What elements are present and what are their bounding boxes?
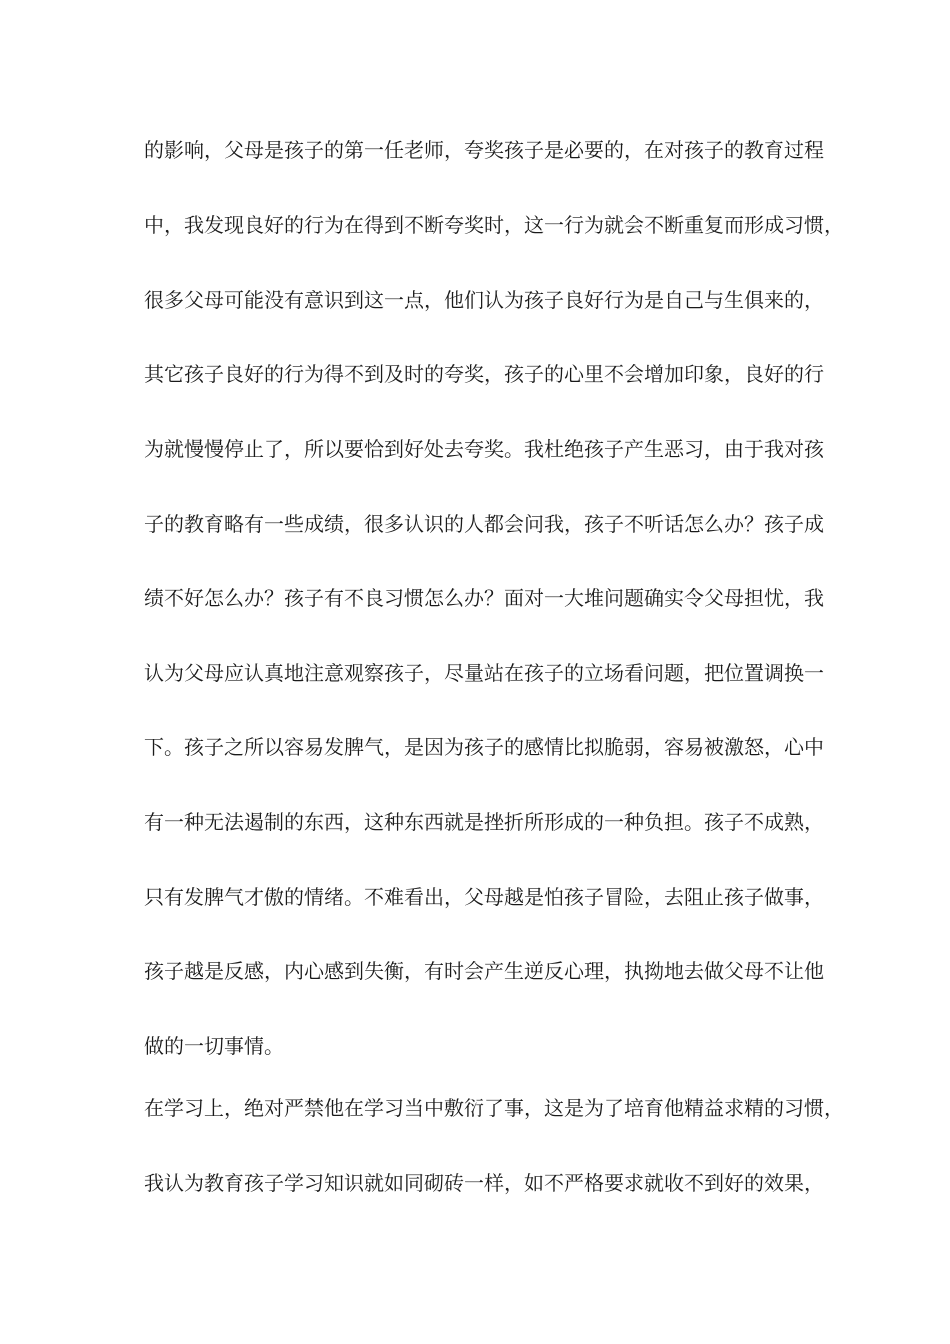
text-line: 在学习上，绝对严禁他在学习当中敷衍了事，这是为了培育他精益求精的习惯，	[144, 1096, 844, 1120]
text-line: 我认为教育孩子学习知识就如同砌砖一样，如不严格要求就收不到好的效果，	[144, 1171, 824, 1195]
text-line: 绩不好怎么办？孩子有不良习惯怎么办？面对一大堆问题确实令父母担忧，我	[144, 586, 824, 610]
text-line: 认为父母应认真地注意观察孩子，尽量站在孩子的立场看问题，把位置调换一	[144, 661, 824, 685]
text-line: 子的教育略有一些成绩，很多认识的人都会问我，孩子不听话怎么办？孩子成	[144, 512, 824, 536]
text-line: 做的一切事情。	[144, 1034, 284, 1058]
text-line: 中，我发现良好的行为在得到不断夸奖时，这一行为就会不断重复而形成习惯，	[144, 213, 844, 237]
text-line: 的影响，父母是孩子的第一任老师，夸奖孩子是必要的，在对孩子的教育过程	[144, 138, 824, 162]
text-line: 孩子越是反感，内心感到失衡，有时会产生逆反心理，执拗地去做父母不让他	[144, 959, 824, 983]
text-line: 有一种无法遏制的东西，这种东西就是挫折所形成的一种负担。孩子不成熟，	[144, 810, 824, 834]
text-line: 其它孩子良好的行为得不到及时的夸奖，孩子的心里不会增加印象，良好的行	[144, 362, 824, 386]
text-line: 为就慢慢停止了，所以要恰到好处去夸奖。我杜绝孩子产生恶习，由于我对孩	[144, 437, 824, 461]
text-line: 很多父母可能没有意识到这一点，他们认为孩子良好行为是自己与生俱来的，	[144, 288, 824, 312]
text-line: 只有发脾气才傲的情绪。不难看出，父母越是怕孩子冒险，去阻止孩子做事，	[144, 885, 824, 909]
text-line: 下。孩子之所以容易发脾气，是因为孩子的感情比拟脆弱，容易被激怒，心中	[144, 735, 824, 759]
